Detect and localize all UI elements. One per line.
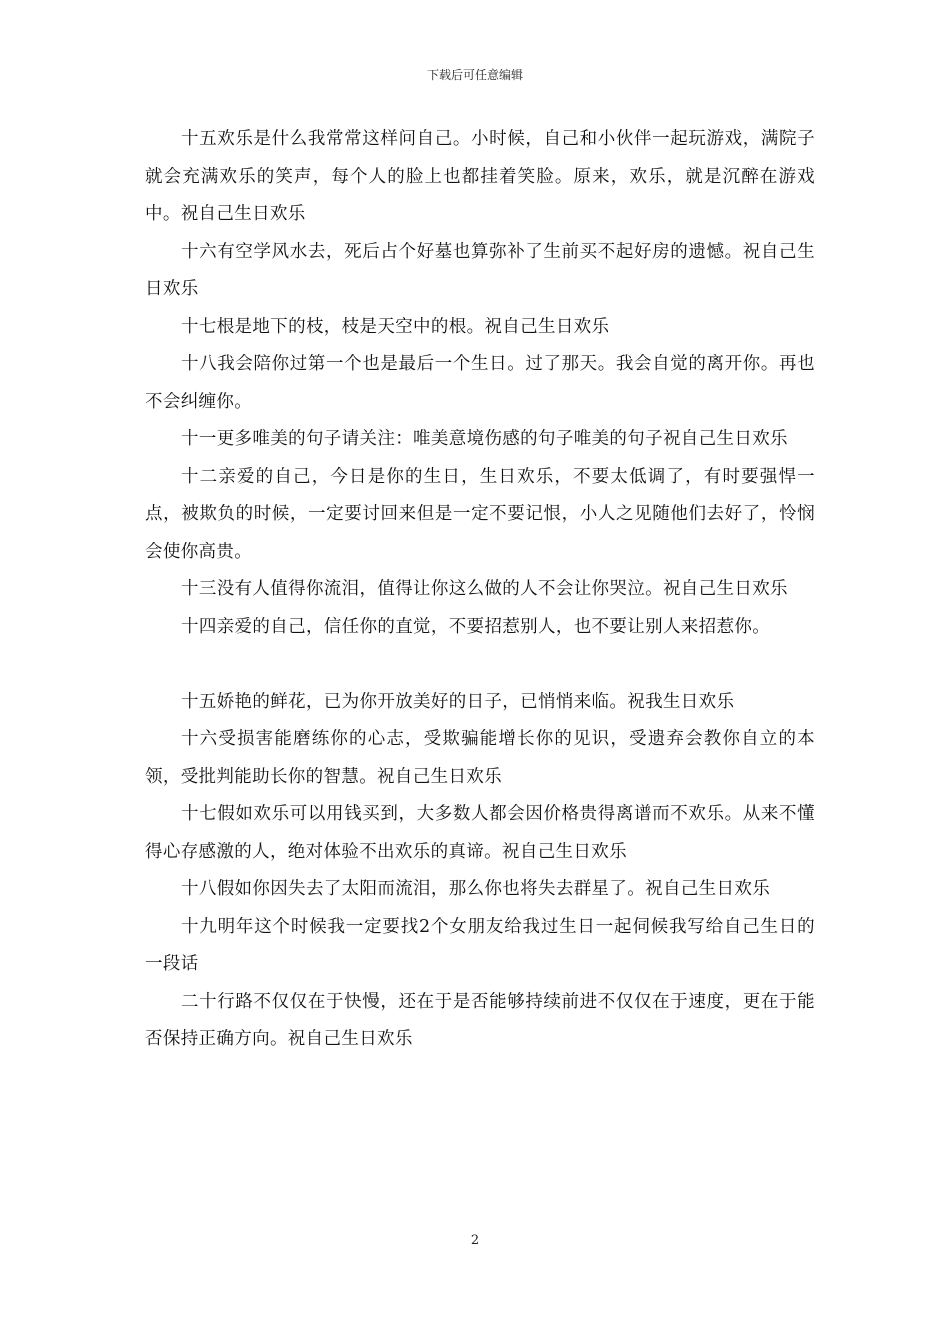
paragraph: 十五娇艳的鲜花，已为你开放美好的日子，已悄悄来临。祝我生日欢乐 <box>181 691 735 712</box>
paragraph: 二十行路不仅仅在于快慢，还在于是否能够持续前进不仅仅在于速度，更在于能否保持正确方向。祝自己生日欢乐 <box>145 991 815 1049</box>
paragraph: 十六受损害能磨练你的心志，受欺骗能增长你的见识，受遗弃会教你自立的本领，受批判能助长你的智慧。祝自己生日欢乐 <box>145 729 815 787</box>
paragraph: 十七假如欢乐可以用钱买到，大多数人都会因价格贵得离谱而不欢乐。从来不懂得心存感激的人，绝对体验不出欢乐的真谛。祝自己生日欢乐 <box>145 804 815 862</box>
paragraph: 十一更多唯美的句子请关注：唯美意境伤感的句子唯美的句子祝自己生日欢乐 <box>181 429 788 449</box>
paragraph: 十四亲爱的自己，信任你的直觉，不要招惹别人，也不要让别人来招惹你。 <box>181 616 771 637</box>
paragraph: 十八假如你因失去了太阳而流泪，那么你也将失去群星了。祝自己生日欢乐 <box>181 879 771 899</box>
paragraph: 十八我会陪你过第一个也是最后一个生日。过了那天。我会自觉的离开你。再也不会纠缠你。 <box>145 354 815 412</box>
paragraph: 十五欢乐是什么我常常这样问自己。小时候，自己和小伙伴一起玩游戏，满院子就会充满欢乐的笑声，每个人的脸上也都挂着笑脸。原来，欢乐，就是沉醉在游戏中。祝自己生日欢乐 <box>145 129 815 224</box>
paragraph: 十九明年这个时候我一定要找2个女朋友给我过生日一起伺候我写给自己生日的一段话 <box>145 916 815 974</box>
page-number: 2 <box>470 1233 480 1248</box>
paragraph: 十二亲爱的自己，今日是你的生日，生日欢乐，不要太低调了，有时要强悍一点，被欺负的时候，一定要讨回来但是一定不要记恨，小人之见随他们去好了，怜悯会使你高贵。 <box>145 466 815 562</box>
blank-line <box>145 646 815 684</box>
paragraph: 十三没有人值得你流泪，值得让你这么做的人不会让你哭泣。祝自己生日欢乐 <box>181 579 788 599</box>
paragraph: 十六有空学风水去，死后占个好墓也算弥补了生前买不起好房的遗憾。祝自己生日欢乐 <box>145 241 815 299</box>
document-body <box>145 121 815 1059</box>
paragraph: 十七根是地下的枝，枝是天空中的根。祝自己生日欢乐 <box>181 316 610 337</box>
page-header: 下载后可任意编辑 <box>426 68 523 82</box>
